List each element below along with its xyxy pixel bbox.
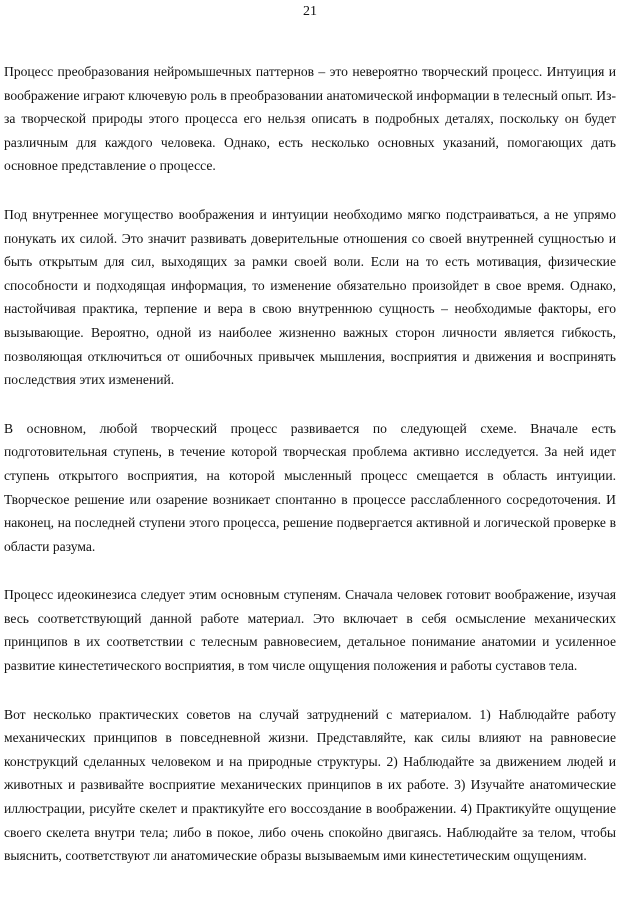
paragraph-3: В основном, любой творческий процесс развивается по следующей схеме. Вначале есть подготовительная ступень, в течение которой творческая проблема активно исследуется. За ней идет ступень открытого восприятия, на которой мысленный процесс смещается в область интуиции. Творческое решение или озарение возникает спонтанно в процессе расслабленного сосредоточения. И наконец, на последней ступени этого процесса, решение подвергается активной и логической проверке в области разума. [4, 420, 616, 554]
paragraph-2: Под внутреннее могущество воображения и интуиции необходимо мягко подстраиваться, а не упрямо понукать их силой. Это значит развивать доверительные отношения со своей внутренней сущностью и быть открытым для сил, выходящих за рамки своей воли. Если на то есть мотивация, физические способности и подходящая информация, то изменение обязательно произойдет в свое время. Однако, настойчивая практика, терпение и вера в свою внутреннюю сущность – необходимые факторы, его вызывающие. Вероятно, одной из наиболее жизненно важных сторон личности является гибкость, позволяющая отключиться от ошибочных привычек мышления, восприятия и движения и воспринять последствия этих изменений. [4, 206, 616, 388]
page-number: 21 [303, 4, 317, 19]
text-body [4, 60, 616, 893]
paragraph-5: Вот несколько практических советов на случай затруднений с материалом. 1) Наблюдайте работу механических принципов в повседневной жизни. Представляйте, как силы влияют на равновесие конструкций сделанных человеком и на природные структуры. 2) Наблюдайте за движением людей и животных и развивайте восприятие механических принципов в их работе. 3) Изучайте анатомические иллюстрации, рисуйте скелет и практикуйте его воссоздание в воображении. 4) Практикуйте ощущение своего скелета внутри тела; либо в покое, либо очень спокойно двигаясь. Наблюдайте за телом, чтобы выяснить, соответствуют ли анатомические образы вызываемым ими кинестетическим ощущениям. [4, 706, 616, 864]
paragraph-1: Процесс преобразования нейромышечных паттернов – это невероятно творческий процесс. Интуиция и воображение играют ключевую роль в преобразовании анатомической информации в телесный опыт. Из-за творческой природы этого процесса его нельзя описать в подробных деталях, поскольку он будет различным для каждого человека. Однако, есть несколько основных указаний, помогающих дать основное представление о процессе. [4, 64, 616, 174]
paragraph-4: Процесс идеокинезиса следует этим основным ступеням. Сначала человек готовит воображение, изучая весь соответствующий данной работе материал. Это включает в себя осмысление механических принципов в их соответствии с телесным равновесием, детальное понимание анатомии и усиленное развитие кинестетического восприятия, в том числе ощущения положения и работы суставов тела. [4, 587, 616, 674]
